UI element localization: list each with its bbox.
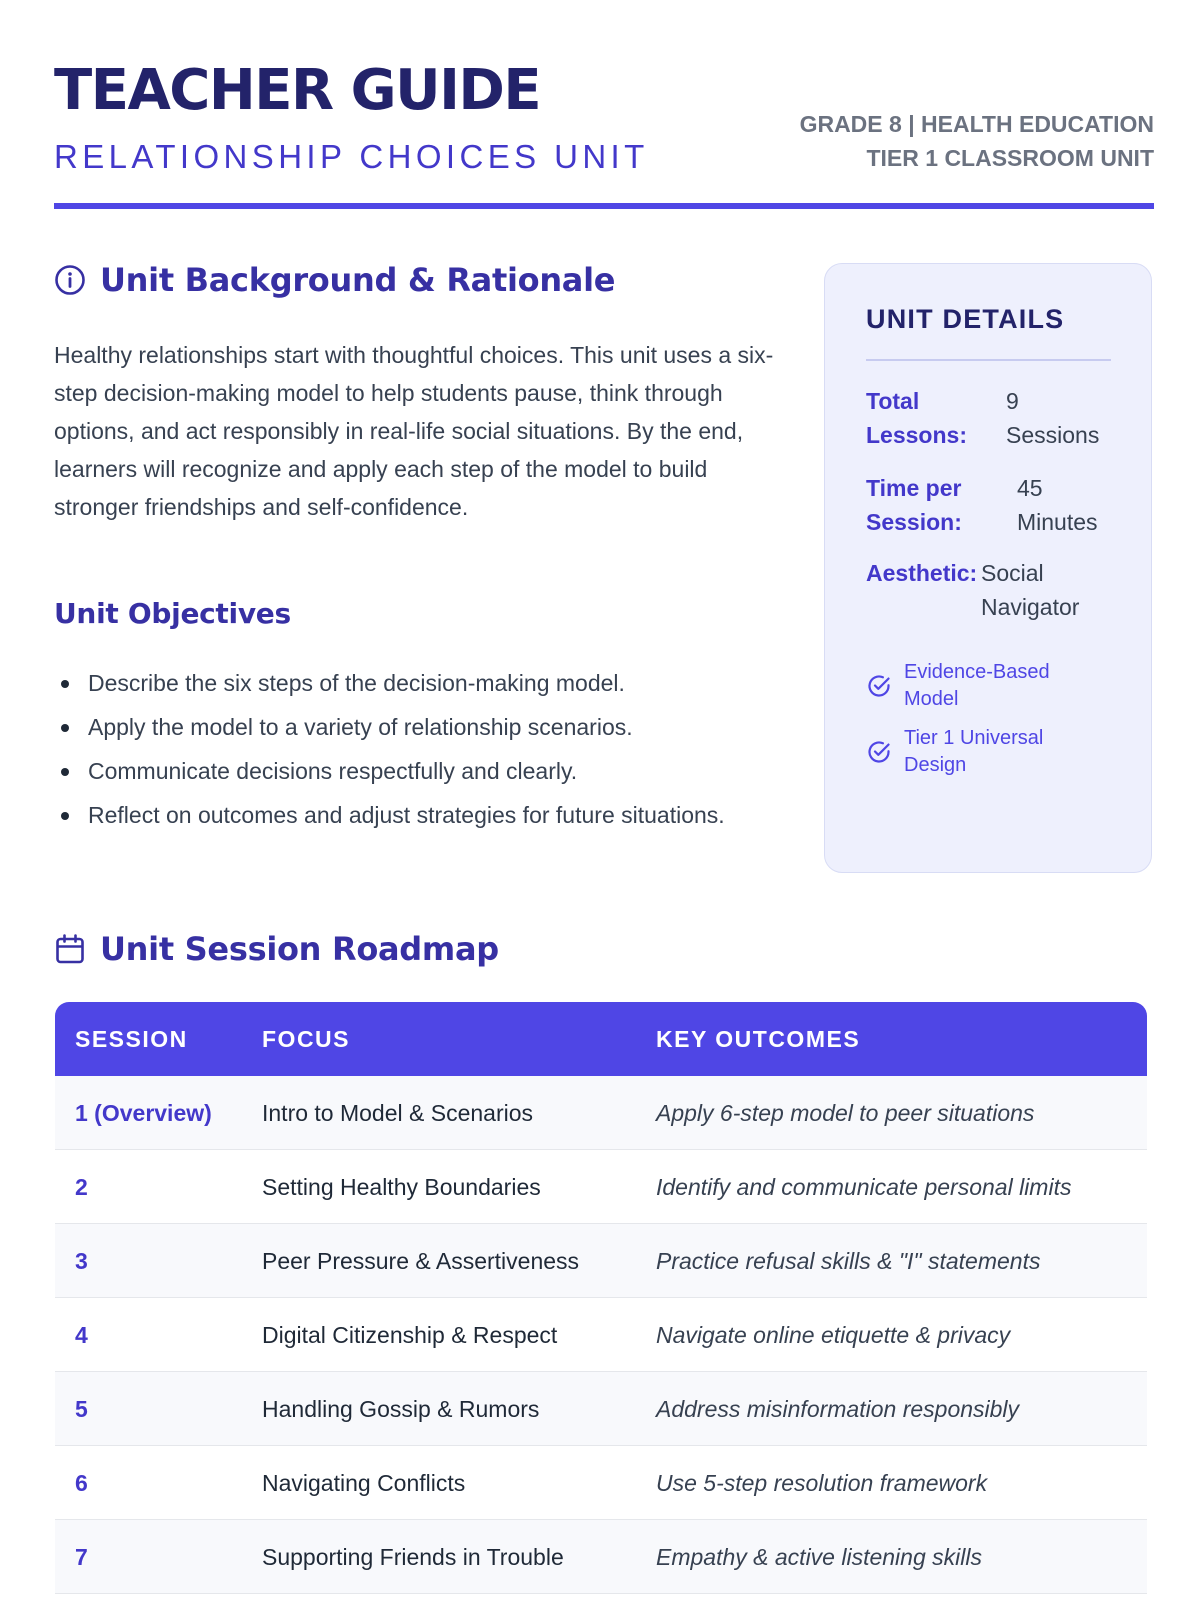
column-header-focus: FOCUS: [262, 1026, 350, 1052]
table-row: [55, 1520, 1147, 1594]
grade-meta: [800, 107, 1154, 175]
focus-cell: Navigating Conflicts: [262, 1470, 466, 1496]
outcome-cell: Identify and communicate personal limits: [656, 1174, 1072, 1200]
outcome-cell: Address misinformation responsibly: [656, 1396, 1020, 1422]
detail-total-lessons: [866, 384, 1116, 454]
detail-label: Total Lessons:: [866, 388, 967, 448]
background-paragraph: Healthy relationships start with thoughtful choices. This unit uses a six-step decision-making model to help students pause, think through options, and act responsibly in real-life social situations. By the end, learners will recognize and apply each step of the model to build stronger friendships and self-confidence.: [54, 342, 774, 520]
focus-cell: Setting Healthy Boundaries: [262, 1174, 541, 1200]
focus-cell: Digital Citizenship & Respect: [262, 1322, 558, 1348]
unit-details-divider: [866, 359, 1111, 361]
table-row: [55, 1224, 1147, 1298]
check-circle-icon: [866, 739, 892, 765]
list-item: Describe the six steps of the decision-making model.: [54, 664, 774, 702]
grade-meta-line-1: GRADE 8 | HEALTH EDUCATION: [799, 111, 1154, 137]
background-heading: [54, 258, 615, 302]
detail-aesthetic: [866, 556, 1116, 626]
background-heading-text: Unit Background & Rationale: [100, 261, 616, 299]
table-row: [55, 1372, 1147, 1446]
session-cell: 1 (Overview): [75, 1100, 212, 1126]
check-circle-icon: [866, 673, 892, 699]
table-row: [55, 1150, 1147, 1224]
outcome-cell: Practice refusal skills & "I" statements: [656, 1248, 1041, 1274]
roadmap-heading: [54, 927, 499, 971]
roadmap-heading-text: Unit Session Roadmap: [100, 930, 499, 968]
column-header-session: SESSION: [75, 1026, 188, 1052]
objectives-heading: Unit Objectives: [54, 597, 291, 630]
list-item: Reflect on outcomes and adjust strategies for future situations.: [54, 796, 774, 834]
outcome-cell: Empathy & active listening skills: [656, 1544, 982, 1570]
focus-cell: Handling Gossip & Rumors: [262, 1396, 540, 1422]
badge-text: Evidence-Based Model: [904, 661, 1050, 710]
page-title: TEACHER GUIDE: [54, 58, 541, 123]
session-cell: 2: [75, 1174, 88, 1200]
table-row: [55, 1076, 1147, 1150]
objectives-list: [54, 664, 774, 840]
table-row: [55, 1298, 1147, 1372]
list-item: Communicate decisions respectfully and clearly.: [54, 752, 774, 790]
badge-tier1-universal: [866, 725, 1074, 779]
session-cell: 5: [75, 1396, 88, 1422]
teacher-guide-page: [54, 0, 1154, 1600]
column-header-key-outcomes: KEY OUTCOMES: [656, 1026, 861, 1052]
outcome-cell: Navigate online etiquette & privacy: [656, 1322, 1011, 1348]
detail-time-per-session: [866, 471, 1116, 541]
grade-meta-line-2: TIER 1 CLASSROOM UNIT: [866, 145, 1154, 171]
page-subtitle: RELATIONSHIP CHOICES UNIT: [54, 138, 649, 175]
outcome-cell: Use 5-step resolution framework: [656, 1470, 988, 1496]
list-item: Apply the model to a variety of relationship scenarios.: [54, 708, 774, 746]
unit-details-title: UNIT DETAILS: [866, 304, 1065, 334]
focus-cell: Intro to Model & Scenarios: [262, 1100, 534, 1126]
detail-label: Time per Session:: [866, 475, 962, 535]
session-cell: 7: [75, 1544, 88, 1570]
info-circle-icon: [54, 264, 86, 296]
badge-evidence-based: [866, 659, 1074, 713]
outcome-cell: Apply 6-step model to peer situations: [656, 1100, 1035, 1126]
focus-cell: Supporting Friends in Trouble: [262, 1544, 564, 1570]
roadmap-table-body: [55, 1076, 1147, 1594]
detail-value: Social Navigator: [981, 560, 1080, 620]
calendar-icon: [54, 933, 86, 965]
session-cell: 4: [75, 1322, 88, 1348]
header-divider: [54, 203, 1154, 209]
page-header: [54, 55, 1154, 195]
detail-value: 9 Sessions: [1006, 388, 1100, 448]
session-cell: 6: [75, 1470, 88, 1496]
session-cell: 3: [75, 1248, 88, 1274]
focus-cell: Peer Pressure & Assertiveness: [262, 1248, 580, 1274]
unit-details-card: [824, 263, 1152, 873]
badge-text: Tier 1 Universal Design: [904, 727, 1044, 776]
detail-value: 45 Minutes: [1017, 475, 1098, 535]
table-row: [55, 1446, 1147, 1520]
detail-label: Aesthetic:: [866, 560, 978, 586]
roadmap-table-header: [55, 1002, 1147, 1076]
